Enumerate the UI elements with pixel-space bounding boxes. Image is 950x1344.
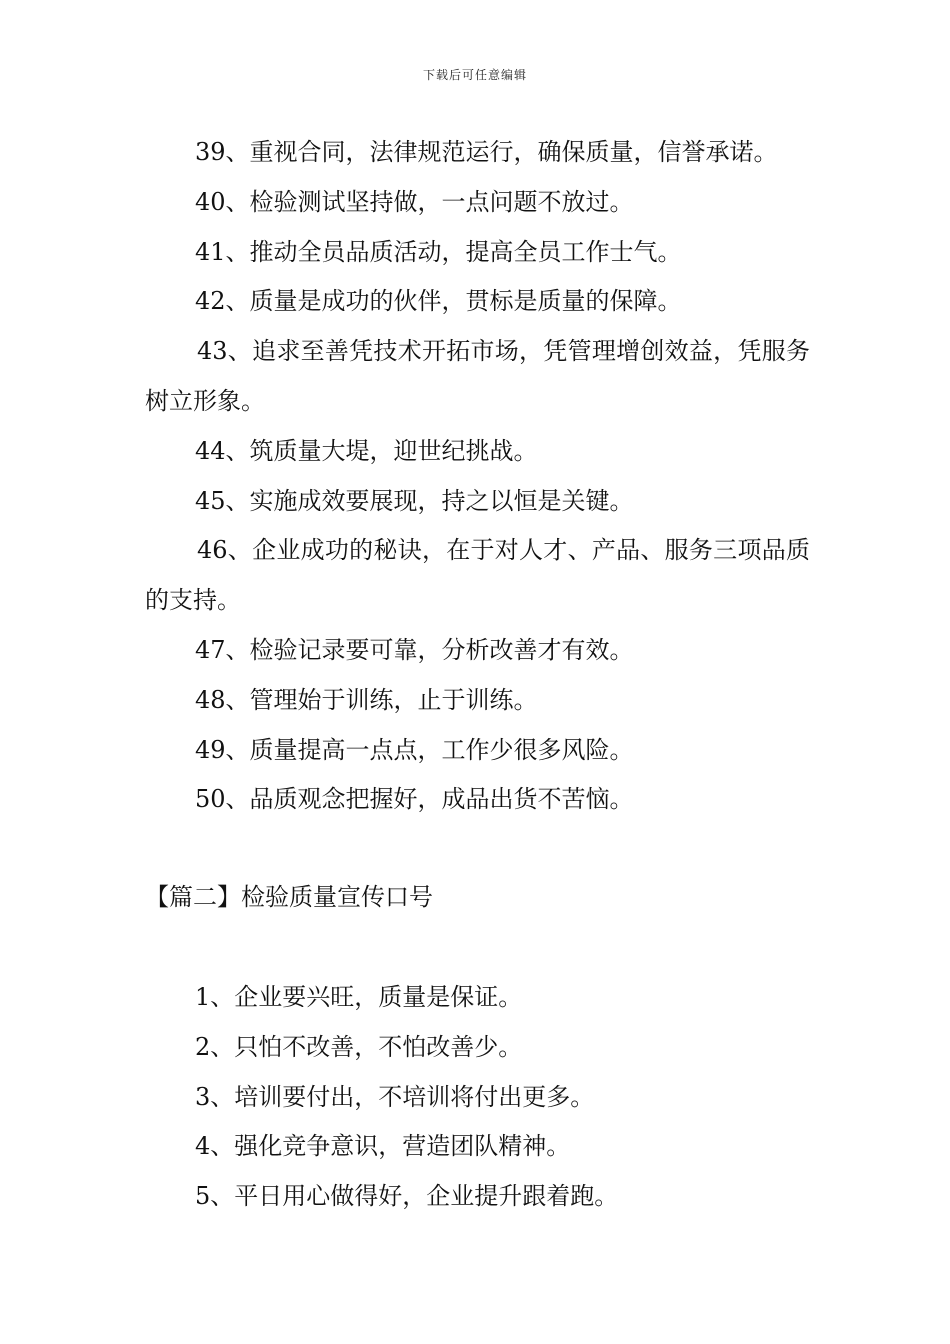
- slogan-item-49: 49、质量提高一点点，工作少很多风险。: [195, 735, 634, 764]
- slogan-item-41: 41、推动全员品质活动，提高全员工作士气。: [195, 237, 682, 266]
- slogan-item-50: 50、品质观念把握好，成品出货不苦恼。: [195, 785, 634, 814]
- slogan-item-46: 46、企业成功的秘诀，在于对人才、产品、服务三项品质的支持。: [145, 536, 810, 615]
- slogan-item-5: 5、平日用心做得好，企业提升跟着跑。: [195, 1182, 619, 1211]
- slogan-item-42: 42、质量是成功的伙伴，贯标是质量的保障。: [195, 287, 682, 316]
- slogan-item-47: 47、检验记录要可靠，分析改善才有效。: [195, 635, 634, 664]
- document-body: [145, 128, 810, 1222]
- slogan-item-43: 43、追求至善凭技术开拓市场，凭管理增创效益，凭服务树立形象。: [145, 337, 810, 415]
- slogan-list-2: [145, 973, 810, 1222]
- slogan-item-2: 2、只怕不改善，不怕改善少。: [195, 1032, 523, 1061]
- slogan-item-45: 45、实施成效要展现，持之以恒是关键。: [195, 486, 634, 515]
- slogan-item-44: 44、筑质量大堤，迎世纪挑战。: [195, 436, 538, 465]
- slogan-item-40: 40、检验测试坚持做，一点问题不放过。: [195, 187, 634, 216]
- section-title: 【篇二】检验质量宣传口号: [145, 883, 433, 912]
- slogan-list-1: [145, 128, 810, 825]
- slogan-item-4: 4、强化竞争意识，营造团队精神。: [195, 1132, 571, 1161]
- slogan-item-39: 39、重视合同，法律规范运行，确保质量，信誉承诺。: [195, 138, 778, 166]
- header-note: 下载后可任意编辑: [422, 68, 527, 82]
- slogan-item-3: 3、培训要付出，不培训将付出更多。: [195, 1082, 595, 1111]
- slogan-item-1: 1、企业要兴旺，质量是保证。: [195, 982, 523, 1011]
- slogan-item-48: 48、管理始于训练，止于训练。: [195, 685, 538, 714]
